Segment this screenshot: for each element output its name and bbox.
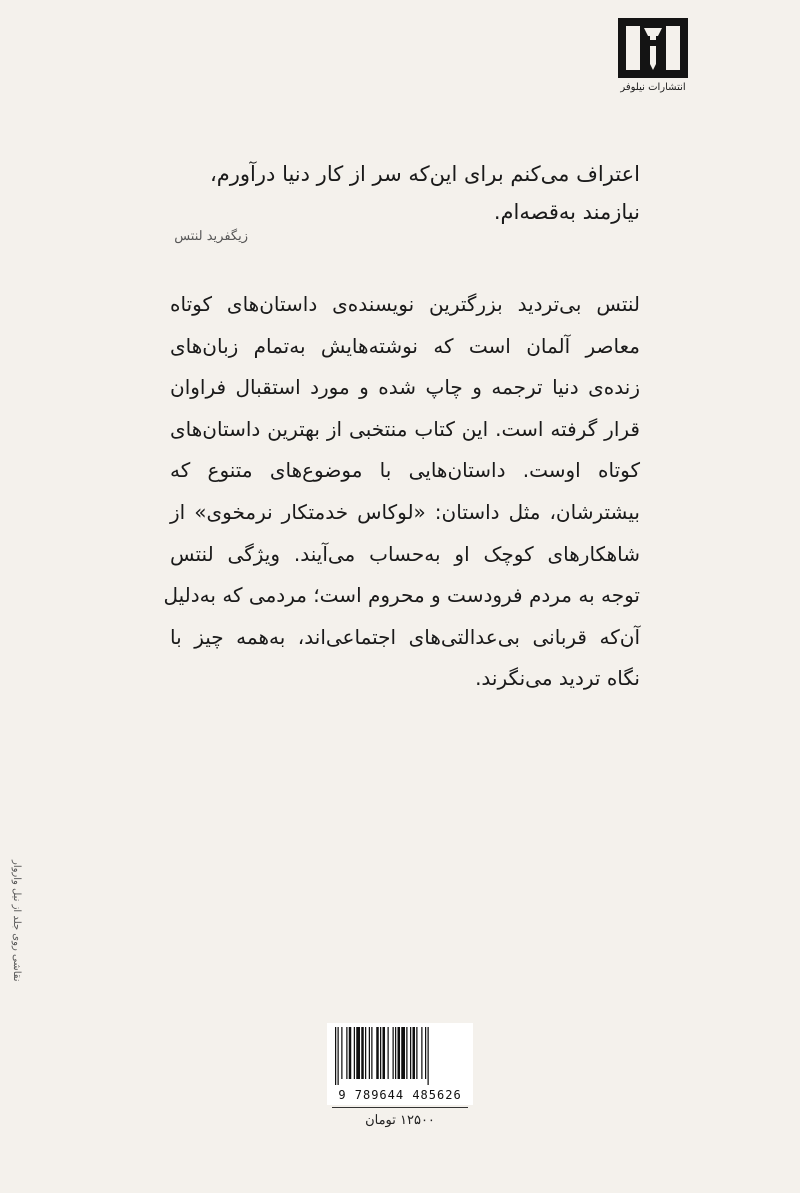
barcode-bar [383, 1027, 386, 1079]
price-divider [332, 1107, 468, 1108]
barcode-bar [406, 1027, 407, 1079]
description-line: قرار گرفته است. این کتاب منتخبی از بهترین داستان‌های [170, 416, 640, 441]
publisher-logo [617, 18, 689, 93]
barcode-bar [395, 1027, 396, 1079]
barcode-bar [393, 1027, 394, 1079]
niloufar-logo-icon [618, 18, 688, 78]
barcode-bar [388, 1027, 389, 1079]
barcode-bar [369, 1027, 370, 1079]
description-line: شاهکارهای کوچک او به‌حساب می‌آیند. ویژگی لنتس [170, 541, 640, 566]
quote-author: زیگفرید لنتس [174, 229, 248, 244]
description-line: لنتس بی‌تردید بزرگترین نویسنده‌ی داستان‌های کوتاه [170, 292, 640, 316]
isbn-barcode [327, 1023, 473, 1105]
description-line: بیشترشان، مثل داستان: «لوکاس خدمتکار نرمخوی» از [170, 499, 640, 524]
barcode-bar [361, 1027, 364, 1079]
barcode-bar [425, 1027, 426, 1079]
barcode-bar [376, 1027, 379, 1079]
barcode-bar [410, 1027, 411, 1079]
barcode-bar [354, 1027, 355, 1079]
barcode-bar [371, 1027, 372, 1079]
barcode-bar [365, 1027, 366, 1079]
barcode-bar [401, 1027, 405, 1079]
description-line: آن‌که قربانی بی‌عدالتی‌های اجتماعی‌اند، به‌همه چیز با [170, 624, 640, 649]
description-line: کوتاه اوست. داستان‌هایی با موضوع‌های متنوع که [170, 458, 640, 483]
barcode-bar [413, 1027, 416, 1079]
barcode-bar [428, 1027, 429, 1085]
publisher-name: انتشارات نیلوفر [620, 82, 686, 93]
barcode-bar [380, 1027, 381, 1079]
description-line: توجه به مردم فرودست و محروم است؛ مردمی که به‌دلیل [163, 583, 640, 608]
barcode-bar [421, 1027, 422, 1079]
quote-line: نیازمند به‌قصه‌ام. [493, 200, 640, 224]
isbn-number: 9 789644 485626 [338, 1088, 462, 1102]
barcode-bar [341, 1027, 342, 1079]
description-line: زنده‌ی دنیا ترجمه و چاپ شده و مورد استقبال فراوان [170, 375, 640, 400]
barcode-bar [338, 1027, 339, 1085]
cover-art-credit-text: نقاشی روی جلد از نیل واروار [11, 860, 22, 982]
barcode-bar [346, 1027, 347, 1079]
description-line: نگاه تردید می‌نگرند. [475, 666, 640, 691]
description-line: معاصر آلمان است که نوشته‌هایش به‌تمام زبان‌های [170, 333, 640, 358]
barcode-icon [333, 1027, 467, 1087]
book-description [163, 284, 640, 700]
price-label: ۱۲۵۰۰ تومان [365, 1113, 435, 1128]
barcode-bar [416, 1027, 417, 1079]
epigraph-quote [150, 155, 640, 231]
barcode-bar [398, 1027, 401, 1079]
barcode-bar [349, 1027, 352, 1079]
quote-line: اعتراف می‌کنم برای این‌که سر از کار دنیا درآورم، [210, 162, 640, 186]
barcode-bar [335, 1027, 336, 1085]
cover-art-credit [8, 860, 22, 1030]
barcode-bar [356, 1027, 360, 1079]
